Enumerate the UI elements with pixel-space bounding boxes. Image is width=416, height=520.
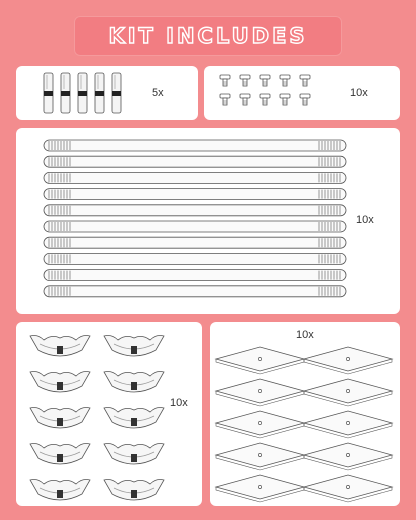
hex-screw (300, 75, 310, 86)
connector-sleeve (112, 73, 121, 113)
square-plate (304, 347, 392, 374)
corner-bracket (30, 408, 90, 429)
corner-bracket (104, 336, 164, 357)
plates-qty: 10x (296, 329, 314, 341)
rods-panel (16, 128, 400, 314)
connector-sleeve-icon (16, 66, 198, 120)
threaded-rod (44, 172, 346, 183)
kit-includes-banner (74, 16, 342, 56)
corner-bracket (104, 372, 164, 393)
plates-panel (210, 322, 400, 506)
square-plate (216, 443, 304, 470)
connectors-qty: 5x (152, 87, 164, 99)
corner-bracket (30, 444, 90, 465)
threaded-rod (44, 286, 346, 297)
hex-screw (240, 94, 250, 105)
threaded-rod (44, 221, 346, 232)
screws-panel (204, 66, 400, 120)
square-plate (304, 379, 392, 406)
threaded-rod (44, 140, 346, 151)
banner-title: KIT INCLUDES (108, 24, 308, 48)
corner-bracket (30, 480, 90, 501)
square-plate (304, 475, 392, 502)
threaded-rod (44, 253, 346, 264)
brackets-qty: 10x (170, 397, 188, 409)
corner-bracket (104, 480, 164, 501)
hex-screw (300, 94, 310, 105)
square-plate (216, 411, 304, 438)
corner-bracket (104, 444, 164, 465)
hex-screw-icon (204, 66, 400, 120)
rods-qty: 10x (356, 214, 374, 226)
hex-screw (280, 75, 290, 86)
hex-screw (260, 94, 270, 105)
hex-screw (240, 75, 250, 86)
hex-screw (220, 75, 230, 86)
corner-bracket (30, 336, 90, 357)
threaded-rod-icon (16, 128, 400, 314)
square-plate-icon (210, 322, 400, 506)
screws-qty: 10x (350, 87, 368, 99)
corner-bracket-icon (16, 322, 202, 506)
square-plate (216, 379, 304, 406)
brackets-panel (16, 322, 202, 506)
connector-sleeve (95, 73, 104, 113)
threaded-rod (44, 156, 346, 167)
square-plate (216, 475, 304, 502)
connector-sleeve (61, 73, 70, 113)
threaded-rod (44, 237, 346, 248)
connector-sleeve (44, 73, 53, 113)
hex-screw (280, 94, 290, 105)
corner-bracket (104, 408, 164, 429)
corner-bracket (30, 372, 90, 393)
hex-screw (260, 75, 270, 86)
hex-screw (220, 94, 230, 105)
square-plate (304, 411, 392, 438)
threaded-rod (44, 189, 346, 200)
connector-sleeve (78, 73, 87, 113)
square-plate (216, 347, 304, 374)
square-plate (304, 443, 392, 470)
connectors-panel (16, 66, 198, 120)
threaded-rod (44, 205, 346, 216)
threaded-rod (44, 270, 346, 281)
